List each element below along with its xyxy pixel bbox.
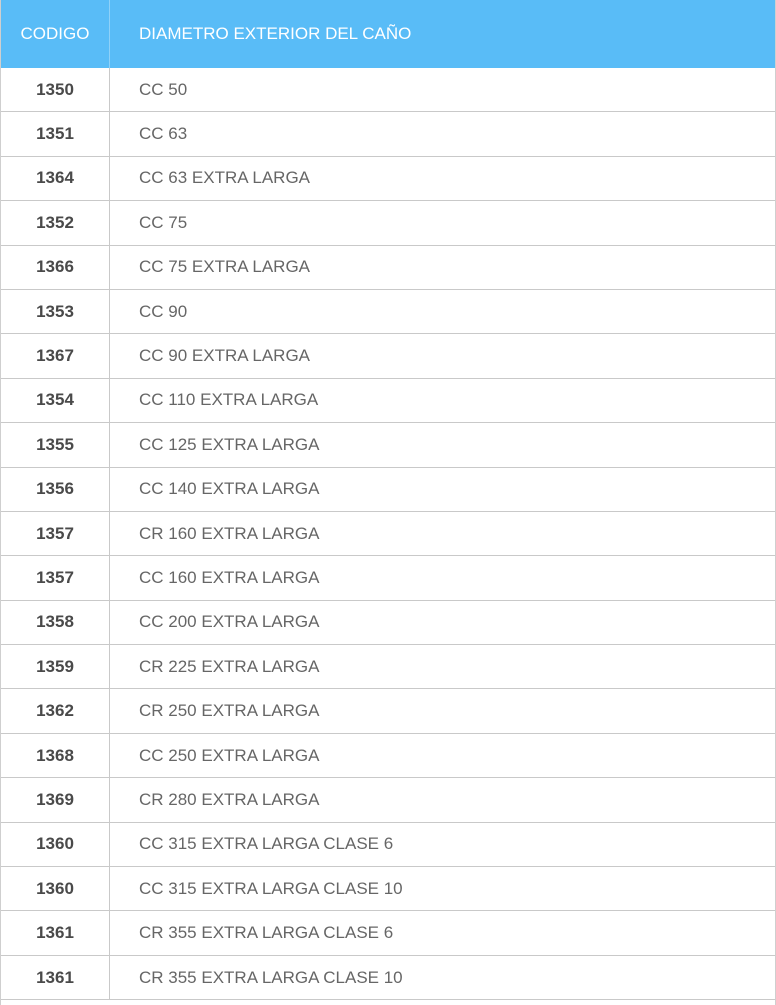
header-diametro: DIAMETRO EXTERIOR DEL CAÑO: [139, 24, 412, 43]
header-codigo: CODIGO: [1, 0, 110, 68]
cell-codigo: 1360: [1, 823, 110, 866]
cell-diametro: CC 63: [139, 124, 188, 144]
cell-diametro: CC 160 EXTRA LARGA: [139, 567, 320, 587]
cell-codigo: 1360: [1, 867, 110, 910]
cell-codigo: 1351: [1, 112, 110, 155]
cell-diametro: CC 315 EXTRA LARGA CLASE 6: [139, 834, 394, 854]
cell-diametro: CC 110 EXTRA LARGA: [139, 390, 319, 410]
cell-codigo: 1368: [1, 734, 110, 777]
cell-codigo: 1357: [1, 512, 110, 555]
cell-codigo: 1350: [1, 68, 110, 111]
table-header: [1, 0, 775, 68]
table-row: [1, 867, 775, 911]
cell-diametro: CC 90 EXTRA LARGA: [139, 346, 311, 366]
cell-diametro: CC 75: [139, 212, 188, 232]
table-row: [1, 290, 775, 334]
cell-codigo: 1357: [1, 556, 110, 599]
cell-diametro: CR 225 EXTRA LARGA: [139, 656, 320, 676]
table-row: [1, 734, 775, 778]
cell-diametro: CC 250 EXTRA LARGA: [139, 745, 320, 765]
cell-codigo: 1367: [1, 334, 110, 377]
cell-codigo: 1361: [1, 956, 110, 999]
cell-diametro: CC 315 EXTRA LARGA CLASE 10: [139, 878, 403, 898]
cell-codigo: 1352: [1, 201, 110, 244]
table-body: [1, 68, 775, 1000]
table-row: [1, 689, 775, 733]
table-row: [1, 379, 775, 423]
table-row: [1, 201, 775, 245]
cell-diametro: CR 355 EXTRA LARGA CLASE 6: [139, 923, 394, 943]
cell-codigo: 1362: [1, 689, 110, 732]
cell-diametro: CR 250 EXTRA LARGA: [139, 701, 320, 721]
table-row: [1, 334, 775, 378]
table-row: [1, 468, 775, 512]
table-row: [1, 956, 775, 1000]
cell-codigo: 1366: [1, 246, 110, 289]
cell-codigo: 1356: [1, 468, 110, 511]
table-row: [1, 112, 775, 156]
cell-codigo: 1354: [1, 379, 110, 422]
cell-diametro: CC 140 EXTRA LARGA: [139, 479, 320, 499]
cell-diametro: CR 160 EXTRA LARGA: [139, 523, 320, 543]
cell-diametro: CR 280 EXTRA LARGA: [139, 789, 320, 809]
cell-diametro: CC 75 EXTRA LARGA: [139, 257, 311, 277]
cell-codigo: 1361: [1, 911, 110, 954]
cell-diametro: CC 50: [139, 79, 188, 99]
cell-diametro: CC 63 EXTRA LARGA: [139, 168, 311, 188]
cell-codigo: 1359: [1, 645, 110, 688]
cell-diametro: CC 90: [139, 301, 188, 321]
cell-diametro: CC 200 EXTRA LARGA: [139, 612, 320, 632]
table-row: [1, 246, 775, 290]
cell-codigo: 1364: [1, 157, 110, 200]
cell-diametro: CR 355 EXTRA LARGA CLASE 10: [139, 967, 403, 987]
table-row: [1, 512, 775, 556]
table-row: [1, 68, 775, 112]
cell-codigo: 1355: [1, 423, 110, 466]
table-row: [1, 556, 775, 600]
cell-codigo: 1353: [1, 290, 110, 333]
table-row: [1, 645, 775, 689]
table-row: [1, 423, 775, 467]
cell-diametro: CC 125 EXTRA LARGA: [139, 434, 320, 454]
table-row: [1, 778, 775, 822]
table-row: [1, 157, 775, 201]
cell-codigo: 1369: [1, 778, 110, 821]
table-row: [1, 823, 775, 867]
table-row: [1, 911, 775, 955]
table-row: [1, 601, 775, 645]
cell-codigo: 1358: [1, 601, 110, 644]
